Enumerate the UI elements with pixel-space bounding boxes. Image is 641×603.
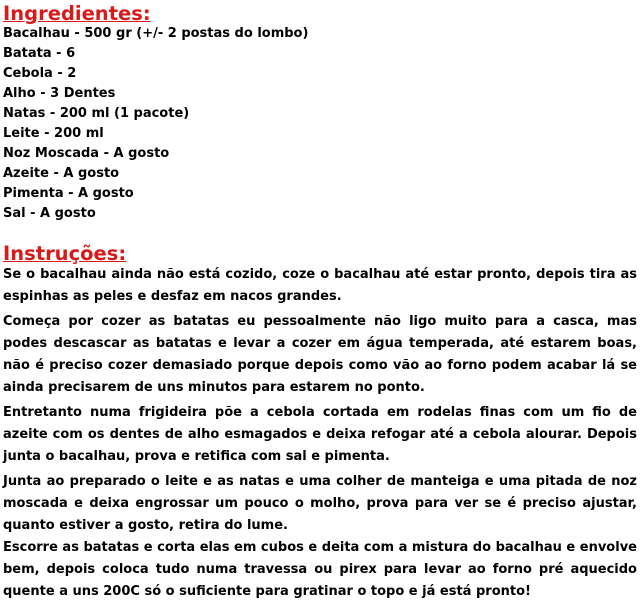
ingredients-list — [3, 24, 637, 224]
ingredient-item: Pimenta - A gosto — [3, 186, 134, 201]
instruction-paragraph: Começa por cozer as batatas eu pessoalmente não ligo muito para a casca, mas podes descascar as batatas e levar a cozer em água temperada, até estarem boas, não é preciso cozer demasiado porque depois como vão ao forno podem acabar lá se ainda precisarem de uns minutos para estarem no ponto. — [3, 314, 637, 395]
instructions-heading: Instruções: — [3, 242, 127, 265]
ingredient-item: Sal - A gosto — [3, 206, 96, 221]
ingredients-heading: Ingredientes: — [3, 2, 151, 25]
ingredient-item: Leite - 200 ml — [3, 126, 104, 141]
section-spacer — [3, 224, 637, 244]
ingredient-item: Bacalhau - 500 gr (+/- 2 postas do lombo) — [3, 26, 309, 41]
ingredient-item: Cebola - 2 — [3, 66, 77, 81]
instruction-paragraph: Escorre as batatas e corta elas em cubos e deita com a mistura do bacalhau e envolve bem, depois coloca tudo numa travessa ou pirex para levar ao forno pré aquecido quente a uns 200C só o suficiente para gratinar o topo e já está pronto! — [3, 540, 637, 599]
ingredient-item: Batata - 6 — [3, 46, 76, 61]
instruction-paragraph: Entretanto numa frigideira põe a cebola cortada em rodelas finas com um fio de azeite com os dentes de alho esmagados e deixa refogar até a cebola alourar. Depois junta o bacalhau, prova e retifica com sal e pimenta. — [3, 405, 637, 464]
ingredient-item: Noz Moscada - A gosto — [3, 146, 170, 161]
instruction-paragraph: Junta ao preparado o leite e as natas e uma colher de manteiga e uma pitada de noz moscada e deixa engrossar um pouco o molho, prova para ver se é preciso ajustar, quanto estiver a gosto, retira do lume. — [3, 474, 637, 533]
ingredient-item: Azeite - A gosto — [3, 166, 120, 181]
ingredient-item: Alho - 3 Dentes — [3, 86, 116, 101]
instruction-paragraph: Se o bacalhau ainda não está cozido, coze o bacalhau até estar pronto, depois tira as espinhas as peles e desfaz em nacos grandes. — [3, 267, 637, 304]
ingredient-item: Natas - 200 ml (1 pacote) — [3, 106, 190, 121]
